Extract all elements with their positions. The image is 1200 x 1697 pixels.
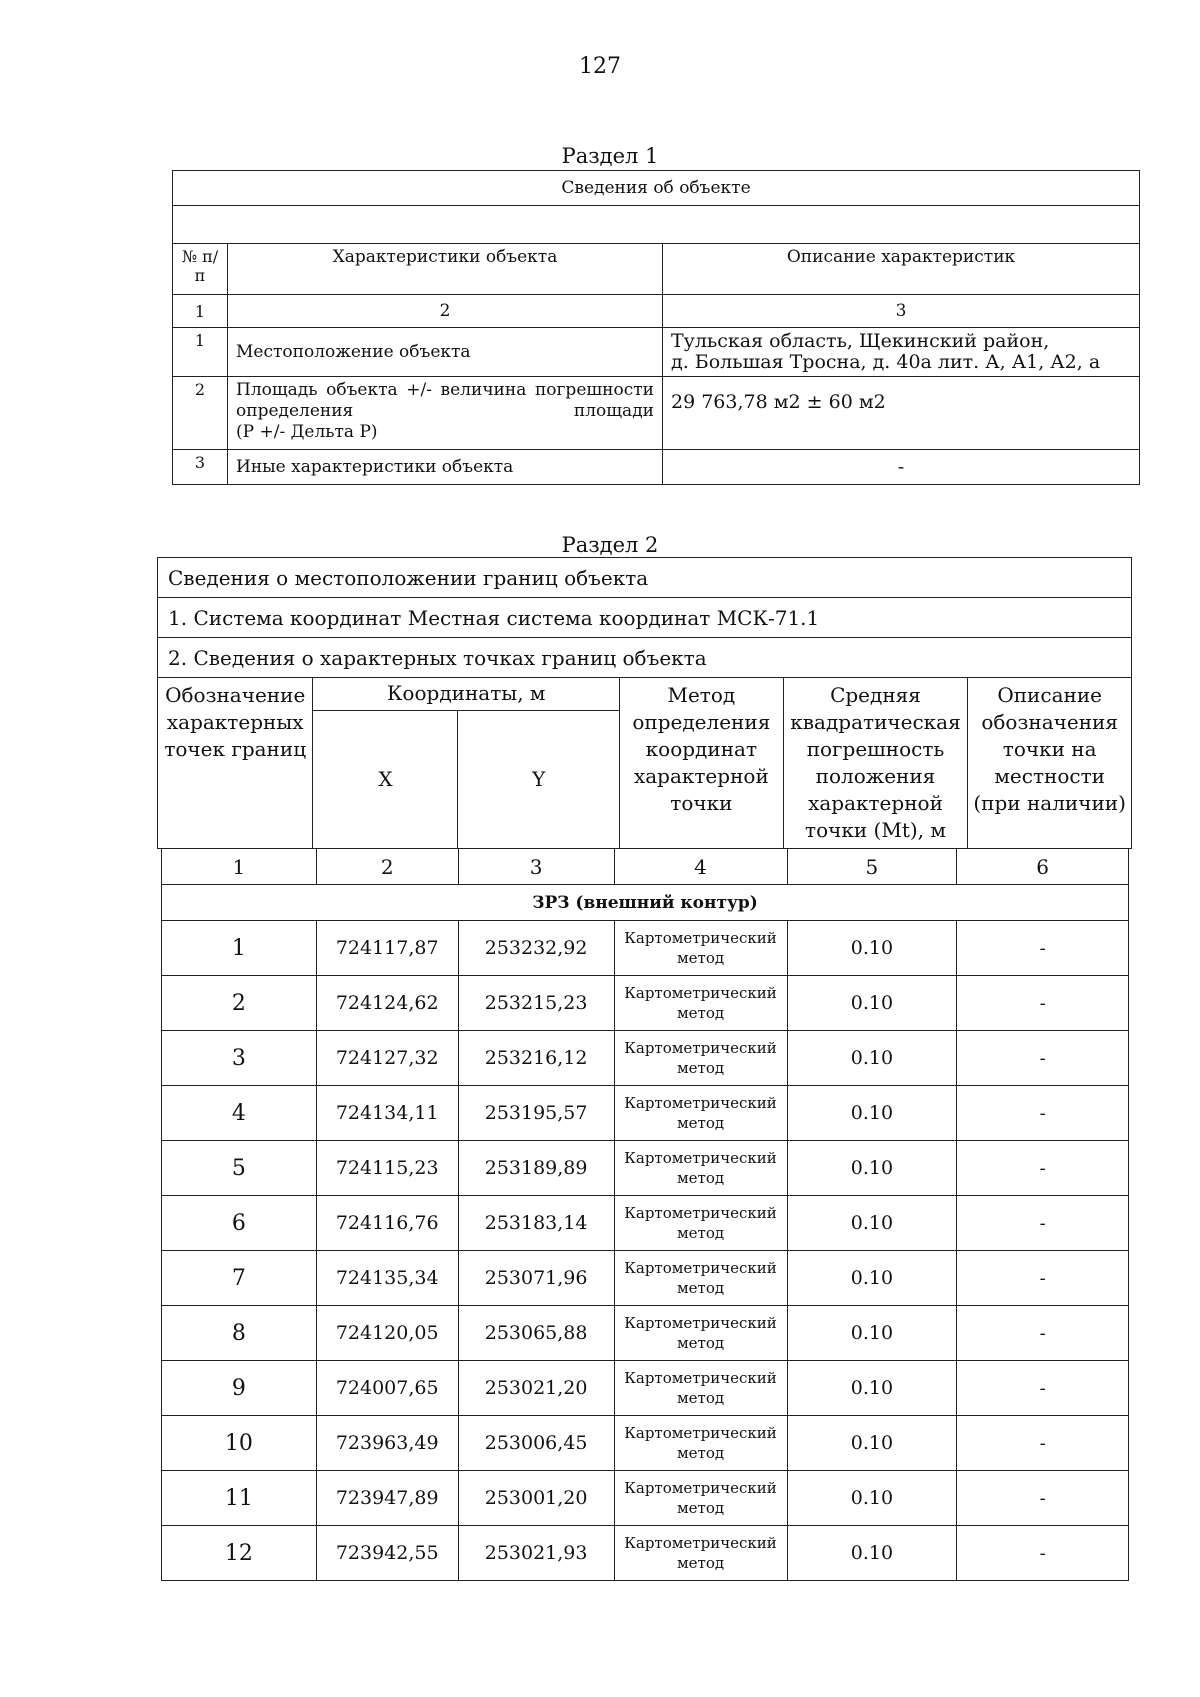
coord-y: 253071,96 — [458, 1251, 614, 1306]
coord-y: 253021,93 — [458, 1526, 614, 1581]
description-cell: - — [957, 1526, 1129, 1581]
description-cell: - — [957, 1471, 1129, 1526]
table-row — [162, 976, 1129, 1031]
point-number: 12 — [162, 1526, 317, 1581]
description-cell: - — [957, 976, 1129, 1031]
method-cell: Картометрический метод — [614, 1361, 787, 1416]
point-number: 2 — [162, 976, 317, 1031]
point-number: 7 — [162, 1251, 317, 1306]
point-number: 1 — [162, 921, 317, 976]
header-y: Y — [458, 710, 620, 848]
description-cell: - — [957, 1086, 1129, 1141]
header-x: X — [313, 710, 458, 848]
group-label: ЗРЗ (внешний контур) — [162, 885, 1129, 921]
index-cell: 5 — [787, 849, 957, 885]
header-num: № п/п — [173, 244, 228, 295]
index-cell: 1 — [173, 295, 228, 328]
error-cell: 0.10 — [787, 1141, 957, 1196]
object-info-caption: Сведения об объекте — [173, 171, 1140, 206]
coord-x: 724135,34 — [316, 1251, 458, 1306]
point-number: 8 — [162, 1306, 317, 1361]
header-point: Обозначение характерных точек границ — [158, 678, 313, 849]
method-cell: Картометрический метод — [614, 1196, 787, 1251]
index-cell: 3 — [458, 849, 614, 885]
table-row — [162, 921, 1129, 976]
description-cell: - — [957, 1031, 1129, 1086]
boundary-location-caption: Сведения о местоположении границ объекта — [158, 558, 1132, 598]
index-row — [162, 849, 1129, 885]
error-cell: 0.10 — [787, 1196, 957, 1251]
header-characteristics: Характеристики объекта — [228, 244, 663, 295]
method-cell: Картометрический метод — [614, 1416, 787, 1471]
coord-y: 253001,20 — [458, 1471, 614, 1526]
error-cell: 0.10 — [787, 1471, 957, 1526]
coord-x: 723963,49 — [316, 1416, 458, 1471]
row-num: 2 — [173, 377, 228, 450]
location-line: Тульская область, Щекинский район, — [671, 330, 1050, 352]
section1-title: Раздел 1 — [561, 144, 659, 168]
method-cell: Картометрический метод — [614, 1306, 787, 1361]
coord-y: 253195,57 — [458, 1086, 614, 1141]
description-cell: - — [957, 1251, 1129, 1306]
coord-y: 253215,23 — [458, 976, 614, 1031]
coord-x: 724127,32 — [316, 1031, 458, 1086]
table-row — [173, 377, 1140, 450]
coord-x: 724124,62 — [316, 976, 458, 1031]
description-cell: - — [957, 1361, 1129, 1416]
coord-x: 724116,76 — [316, 1196, 458, 1251]
description-cell: - — [957, 921, 1129, 976]
description-cell: - — [957, 1196, 1129, 1251]
coord-x: 724115,23 — [316, 1141, 458, 1196]
error-cell: 0.10 — [787, 1526, 957, 1581]
table-row — [162, 1306, 1129, 1361]
header-method: Метод определения координат характерной точки — [620, 678, 784, 849]
row-num: 1 — [173, 328, 228, 377]
table-row — [173, 328, 1140, 377]
index-cell: 2 — [316, 849, 458, 885]
area-line: (Р +/- Дельта Р) — [236, 422, 378, 442]
method-cell: Картометрический метод — [614, 1526, 787, 1581]
table-row — [162, 1361, 1129, 1416]
error-cell: 0.10 — [787, 1031, 957, 1086]
table-row — [162, 1086, 1129, 1141]
method-cell: Картометрический метод — [614, 976, 787, 1031]
description-cell: - — [957, 1306, 1129, 1361]
table-row — [162, 1416, 1129, 1471]
point-number: 4 — [162, 1086, 317, 1141]
coord-x: 724117,87 — [316, 921, 458, 976]
row-num: 3 — [173, 450, 228, 485]
coord-x: 724134,11 — [316, 1086, 458, 1141]
point-number: 5 — [162, 1141, 317, 1196]
empty-cell — [173, 206, 1140, 244]
info-row — [158, 598, 1132, 638]
area-line: определения площади — [236, 401, 654, 421]
row-description — [663, 328, 1140, 377]
method-cell: Картометрический метод — [614, 1141, 787, 1196]
header-row — [158, 678, 1132, 711]
table-row — [162, 1471, 1129, 1526]
error-cell: 0.10 — [787, 1416, 957, 1471]
method-cell: Картометрический метод — [614, 1031, 787, 1086]
info-row — [158, 638, 1132, 678]
description-cell: - — [957, 1141, 1129, 1196]
coord-y: 253189,89 — [458, 1141, 614, 1196]
error-cell: 0.10 — [787, 1361, 957, 1416]
coord-y: 253021,20 — [458, 1361, 614, 1416]
table-row — [173, 450, 1140, 485]
point-number: 6 — [162, 1196, 317, 1251]
index-cell: 6 — [957, 849, 1129, 885]
method-cell: Картометрический метод — [614, 1471, 787, 1526]
points-caption: 2. Сведения о характерных точках границ объекта — [158, 638, 1132, 678]
coord-y: 253006,45 — [458, 1416, 614, 1471]
empty-row — [173, 206, 1140, 244]
coord-x: 723942,55 — [316, 1526, 458, 1581]
page-number: 127 — [579, 54, 621, 79]
header-description: Описание характеристик — [663, 244, 1140, 295]
method-cell: Картометрический метод — [614, 1251, 787, 1306]
header-coordinates: Координаты, м — [313, 678, 620, 711]
header-description: Описание обозначения точки на местности (при наличии) — [968, 678, 1132, 849]
table-row — [162, 1031, 1129, 1086]
info-row — [158, 558, 1132, 598]
error-cell: 0.10 — [787, 1306, 957, 1361]
error-cell: 0.10 — [787, 1251, 957, 1306]
coord-x: 724120,05 — [316, 1306, 458, 1361]
row-description: 29 763,78 м2 ± 60 м2 — [663, 377, 1140, 450]
coord-y: 253183,14 — [458, 1196, 614, 1251]
row-characteristic — [228, 377, 663, 450]
coord-y: 253065,88 — [458, 1306, 614, 1361]
boundary-header-table — [157, 557, 1132, 849]
method-cell: Картометрический метод — [614, 921, 787, 976]
index-cell: 4 — [614, 849, 787, 885]
section2-title: Раздел 2 — [561, 533, 659, 557]
location-line: д. Большая Тросна, д. 40а лит. А, А1, А2, а — [671, 351, 1101, 373]
index-cell: 1 — [162, 849, 317, 885]
area-line: Площадь объекта +/- величина погрешности — [236, 380, 654, 400]
description-cell: - — [957, 1416, 1129, 1471]
table-caption-row — [173, 171, 1140, 206]
coord-x: 723947,89 — [316, 1471, 458, 1526]
header-row — [173, 244, 1140, 295]
coordinate-system-caption: 1. Система координат Местная система координат МСК-71.1 — [158, 598, 1132, 638]
point-number: 3 — [162, 1031, 317, 1086]
table-row — [162, 1196, 1129, 1251]
index-row — [173, 295, 1140, 328]
header-error: Средняя квадратическая погрешность положения характерной точки (Mt), м — [783, 678, 968, 849]
error-cell: 0.10 — [787, 1086, 957, 1141]
object-info-table — [172, 170, 1140, 485]
row-characteristic: Иные характеристики объекта — [228, 450, 663, 485]
point-number: 11 — [162, 1471, 317, 1526]
table-row — [162, 1141, 1129, 1196]
error-cell: 0.10 — [787, 976, 957, 1031]
coord-x: 724007,65 — [316, 1361, 458, 1416]
point-number: 9 — [162, 1361, 317, 1416]
error-cell: 0.10 — [787, 921, 957, 976]
table-row — [162, 1526, 1129, 1581]
points-table — [161, 848, 1129, 1581]
point-number: 10 — [162, 1416, 317, 1471]
index-cell: 2 — [228, 295, 663, 328]
row-description: - — [663, 450, 1140, 485]
coord-y: 253216,12 — [458, 1031, 614, 1086]
row-characteristic: Местоположение объекта — [228, 328, 663, 377]
group-row — [162, 885, 1129, 921]
coord-y: 253232,92 — [458, 921, 614, 976]
index-cell: 3 — [663, 295, 1140, 328]
method-cell: Картометрический метод — [614, 1086, 787, 1141]
table-row — [162, 1251, 1129, 1306]
